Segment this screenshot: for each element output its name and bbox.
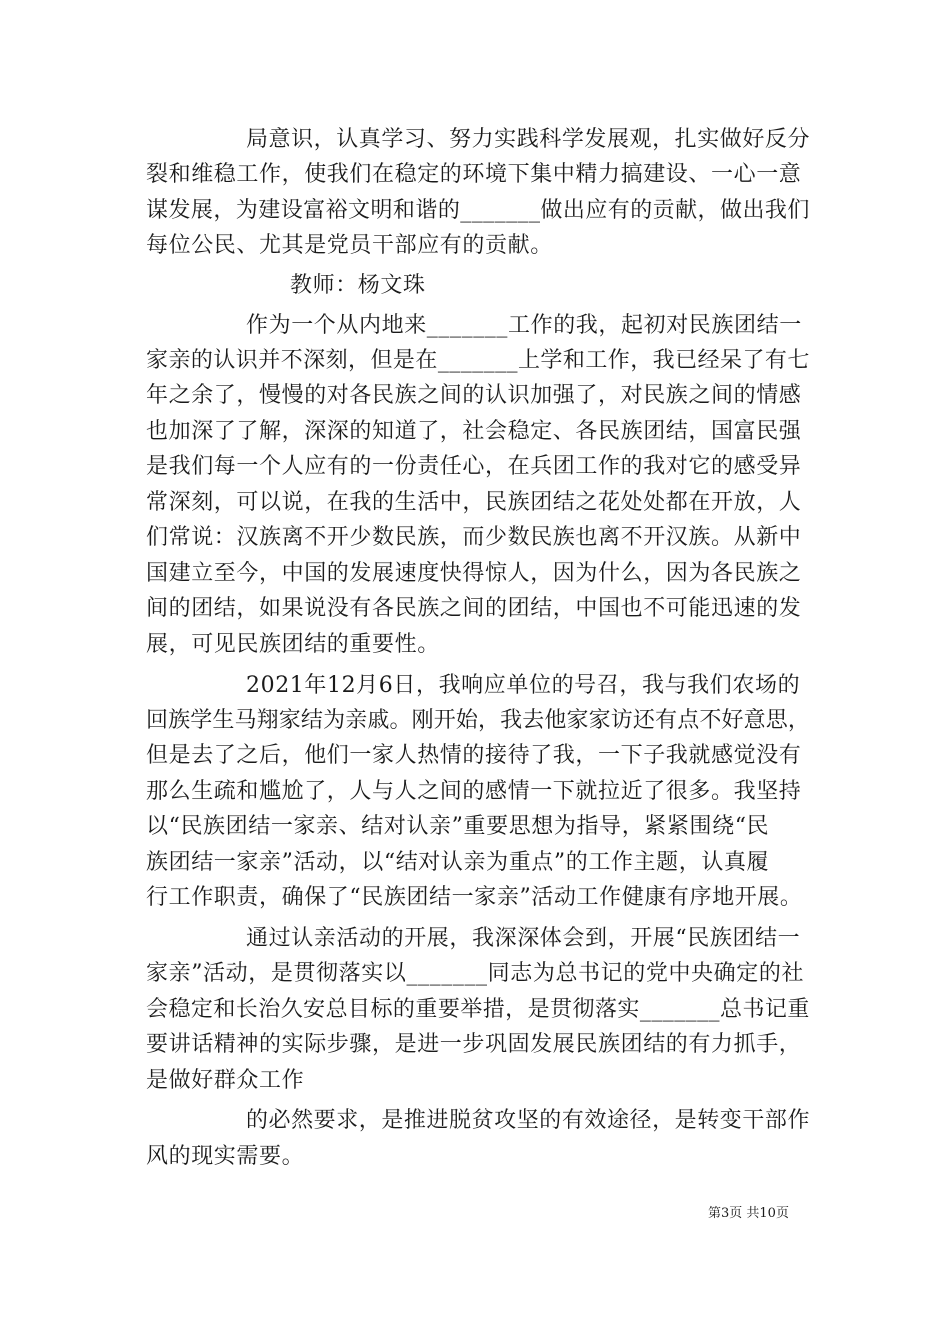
page-number: 第3页 共10页 — [708, 1206, 789, 1221]
text-line: 回族学生马翔家结为亲戚。刚开始，我去他家家访还有点不好意思， — [146, 708, 811, 733]
text-line: 要讲话精神的实际步骤，是进一步巩固发展民族团结的有力抓手， — [146, 1032, 802, 1057]
text-line: 每位公民、尤其是党员干部应有的贡献。 — [146, 233, 553, 258]
teacher-name: 教师：杨文珠 — [290, 273, 426, 298]
text-line: 是做好群众工作 — [146, 1068, 305, 1093]
text-line: 展，可见民族团结的重要性。 — [146, 632, 440, 657]
text-line: 但是去了之后，他们一家人热情的接待了我，一下子我就感觉没有 — [146, 743, 802, 768]
text-line: 2021年12月6日，我响应单位的号召，我与我们农场的 — [246, 673, 801, 698]
text-line: 局意识，认真学习、努力实践科学发展观，扎实做好反分 — [246, 127, 811, 152]
text-line: 谋发展，为建设富裕文明和谐的_______做出应有的贡献，做出我们 — [146, 198, 810, 223]
text-line: 是我们每一个人应有的一份责任心，在兵团工作的我对它的感受异 — [146, 454, 802, 479]
text-line: 那么生疏和尴尬了，人与人之间的感情一下就拉近了很多。我坚持 — [146, 779, 802, 804]
text-line: 会稳定和长治久安总目标的重要举措，是贯彻落实_______总书记重 — [146, 997, 810, 1022]
text-line: 作为一个从内地来_______工作的我，起初对民族团结一 — [246, 313, 802, 338]
text-line: 国建立至今，中国的发展速度快得惊人，因为什么，因为各民族之 — [146, 561, 802, 586]
text-line: 族团结一家亲”活动，以“结对认亲为重点”的工作主题，认真履 — [146, 850, 770, 875]
text-line: 间的团结，如果说没有各民族之间的团结，中国也不可能迅速的发 — [146, 596, 802, 621]
text-line: 的必然要求，是推进脱贫攻坚的有效途径，是转变干部作 — [246, 1108, 811, 1133]
text-line: 家亲”活动，是贯彻落实以_______同志为总书记的党中央确定的社 — [146, 961, 805, 986]
text-line: 家亲的认识并不深刻，但是在_______上学和工作，我已经呆了有七 — [146, 348, 810, 373]
text-line: 行工作职责，确保了“民族团结一家亲”活动工作健康有序地开展。 — [146, 885, 803, 910]
text-line: 风的现实需要。 — [146, 1144, 305, 1169]
text-line: 常深刻，可以说，在我的生活中，民族团结之花处处都在开放，人 — [146, 490, 802, 515]
text-line: 们常说：汉族离不开少数民族，而少数民族也离不开汉族。从新中 — [146, 525, 802, 550]
text-line: 年之余了，慢慢的对各民族之间的认识加强了，对民族之间的情感 — [146, 383, 802, 408]
text-line: 裂和维稳工作，使我们在稳定的环境下集中精力搞建设、一心一意 — [146, 162, 802, 187]
text-line: 通过认亲活动的开展，我深深体会到，开展“民族团结一 — [246, 926, 801, 951]
text-line: 以“民族团结一家亲、结对认亲”重要思想为指导，紧紧围绕“民 — [146, 814, 770, 839]
text-line: 也加深了了解，深深的知道了，社会稳定、各民族团结，国富民强 — [146, 419, 802, 444]
